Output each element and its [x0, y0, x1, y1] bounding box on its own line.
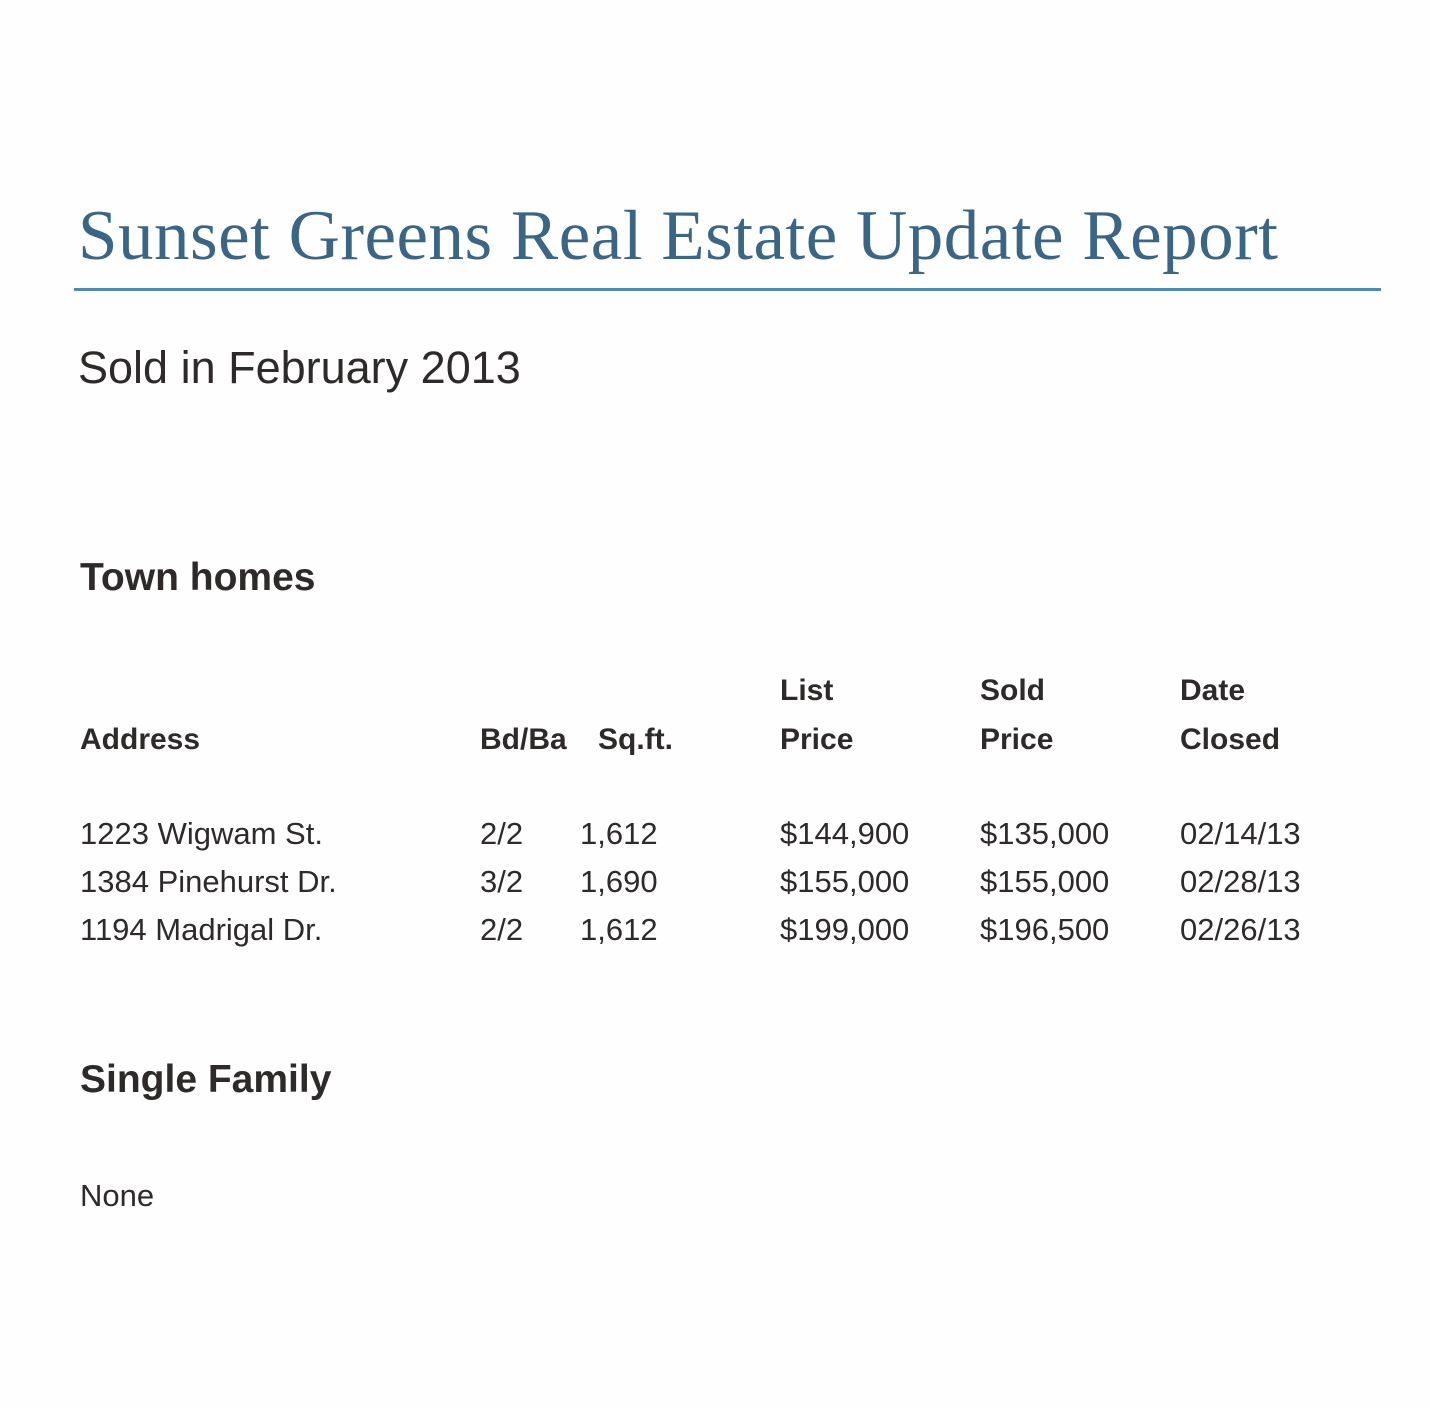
cell-bdba: 2/2 [480, 912, 524, 947]
cell-sqft: 1,612 [580, 912, 658, 947]
cell-bdba: 2/2 [480, 816, 524, 851]
cell-address: 1194 Madrigal Dr. [80, 912, 323, 947]
col-header-bdba: Bd/Ba [480, 723, 567, 756]
section-heading-single-family: Single Family [80, 1058, 332, 1101]
cell-list-price: $144,900 [780, 816, 910, 851]
col-header-date-2: Closed [1180, 723, 1281, 756]
page-title: Sunset Greens Real Estate Update Report [78, 197, 1279, 275]
cell-list-price: $155,000 [780, 864, 910, 899]
cell-sold-price: $135,000 [980, 816, 1110, 851]
cell-address: 1223 Wigwam St. [80, 816, 323, 851]
cell-bdba: 3/2 [480, 864, 524, 899]
cell-sqft: 1,690 [580, 864, 658, 899]
single-family-none: None [80, 1178, 155, 1213]
cell-sold-price: $196,500 [980, 912, 1110, 947]
cell-address: 1384 Pinehurst Dr. [80, 864, 337, 899]
cell-date-closed: 02/26/13 [1180, 912, 1301, 947]
col-header-sold-2: Price [980, 723, 1054, 756]
col-header-date-1: Date [1180, 674, 1246, 707]
cell-sold-price: $155,000 [980, 864, 1110, 899]
cell-list-price: $199,000 [780, 912, 910, 947]
col-header-list-1: List [780, 674, 834, 707]
col-header-list-2: Price [780, 723, 854, 756]
report-subtitle: Sold in February 2013 [78, 342, 521, 393]
cell-date-closed: 02/28/13 [1180, 864, 1301, 899]
section-heading-townhomes: Town homes [80, 556, 316, 599]
col-header-sold-1: Sold [980, 674, 1045, 707]
title-divider [74, 288, 1381, 291]
col-header-sqft: Sq.ft. [598, 723, 673, 756]
cell-date-closed: 02/14/13 [1180, 816, 1301, 851]
col-header-address: Address [80, 723, 201, 756]
cell-sqft: 1,612 [580, 816, 658, 851]
